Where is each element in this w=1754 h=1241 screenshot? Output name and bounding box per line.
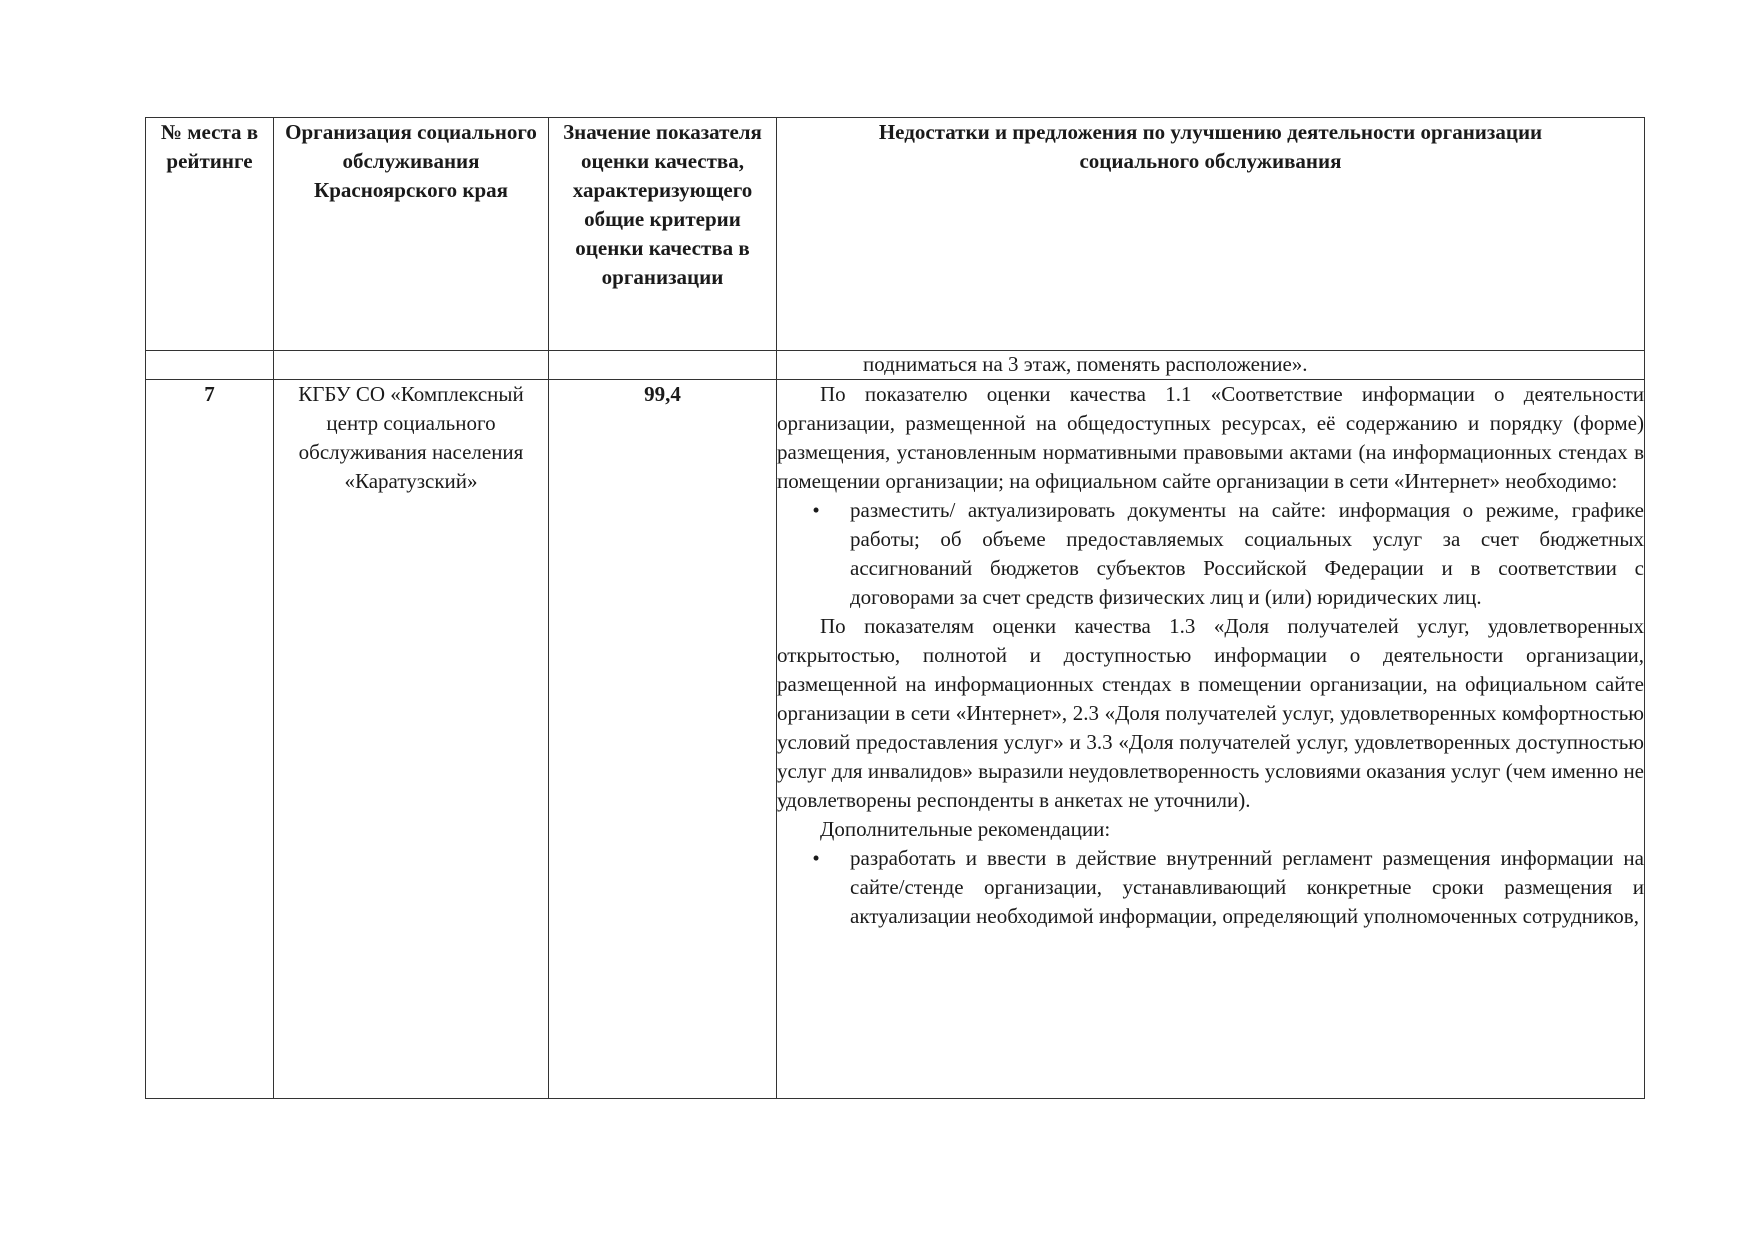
cell-score: 99,4 [549,380,777,1099]
bullet-list [777,844,1644,931]
bullet-list [777,496,1644,612]
header-rank: № места в рейтинге [146,118,274,351]
list-item-text: разместить/ актуализировать документы на сайте: информация о режиме, графике работы; об объеме предоставляемых социальных услуг за счет бюджетных ассигнований бюджетов субъектов Российской Федерации и в соответствии с договорами за счет средств физических лиц и (или) юридических лиц. [850,498,1644,609]
cell-continuation [777,351,1645,380]
continuation-text: подниматься на 3 этаж, поменять расположение». [863,352,1308,376]
bullet-icon: • [812,846,820,870]
rating-table [145,117,1645,1099]
list-item [812,844,1644,931]
table-row-continuation [146,351,1645,380]
header-organization: Организация социального обслуживания Красноярского края [274,118,549,351]
paragraph-indicators-1-3-2-3-3-3: По показателям оценки качества 1.3 «Доля получателей услуг, удовлетворенных открытостью, полнотой и доступностью информации о деятельности организации, размещенной на информационных стендах в помещении организации, на официальном сайте организации в сети «Интернет», 2.3 «Доля получателей услуг, удовлетворенных комфортностью условий предоставления услуг» и 3.3 «Доля получателей услуг, удовлетворенных доступностью услуг для инвалидов» выразили неудовлетворенность условиями оказания услуг (чем именно не удовлетворены респонденты в анкетах не уточнили). [777,614,1644,812]
cell-empty [549,351,777,380]
paragraph-indicator-1-1: По показателю оценки качества 1.1 «Соответствие информации о деятельности организации, размещенной на общедоступных ресурсах, её содержанию и порядку (форме) размещения, установленным нормативными правовыми актами (на информационных стендах в помещении организации; на официальном сайте организации в сети «Интернет» необходимо: [777,382,1644,493]
cell-organization: КГБУ СО «Комплексный центр социального обслуживания населения «Каратузский» [274,380,549,1099]
cell-empty [274,351,549,380]
paragraph-additional-recommendations: Дополнительные рекомендации: [820,817,1111,841]
header-score: Значение показателя оценки качества, характеризующего общие критерии оценки качества в организации [549,118,777,351]
table-header-row [146,118,1645,351]
cell-rank: 7 [146,380,274,1099]
table-row [146,380,1645,1099]
list-item [812,496,1644,612]
cell-empty [146,351,274,380]
header-shortcomings: Недостатки и предложения по улучшению деятельности организации социального обслуживания [777,118,1645,351]
cell-shortcomings [777,380,1645,1099]
list-item-text: разработать и ввести в действие внутренний регламент размещения информации на сайте/стенде организации, устанавливающий конкретные сроки размещения и актуализации необходимой информации, определяющий уполномоченных сотрудников, [850,846,1644,928]
bullet-icon: • [812,498,820,522]
